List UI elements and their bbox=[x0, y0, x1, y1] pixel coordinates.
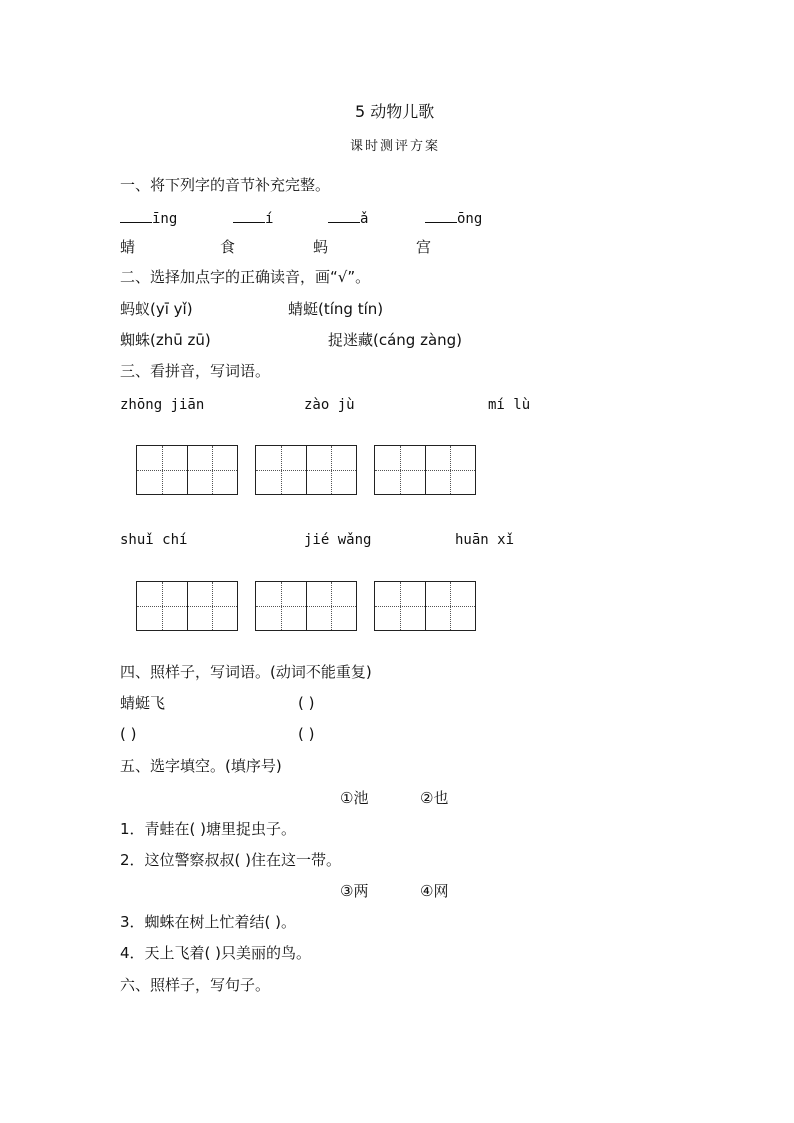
grid-cell[interactable] bbox=[375, 446, 426, 494]
char-3: 蚂 bbox=[313, 238, 329, 256]
grid-cell[interactable] bbox=[307, 582, 357, 630]
final-text: īng bbox=[152, 211, 178, 227]
writing-grid-6[interactable] bbox=[374, 581, 476, 631]
pinyin-1: zhōng jiān bbox=[120, 397, 205, 413]
section-5-heading: 五、选字填空。(填序号) bbox=[120, 757, 282, 775]
writing-grid-1[interactable] bbox=[136, 445, 238, 495]
grid-cell[interactable] bbox=[375, 582, 426, 630]
grid-cell[interactable] bbox=[188, 582, 238, 630]
answer-paren-2[interactable]: ( ) bbox=[120, 725, 137, 743]
grid-cell[interactable] bbox=[137, 582, 188, 630]
writing-grid-4[interactable] bbox=[136, 581, 238, 631]
option-2: ②也 bbox=[420, 789, 449, 807]
option-3: ③两 bbox=[340, 882, 369, 900]
blank-line bbox=[120, 210, 152, 223]
blank-line bbox=[233, 210, 265, 223]
writing-grid-2[interactable] bbox=[255, 445, 357, 495]
section-3-heading: 三、看拼音，写词语。 bbox=[120, 362, 271, 380]
pinyin-4: shuǐ chí bbox=[120, 532, 188, 548]
question-2: 2．这位警察叔叔( )住在这一带。 bbox=[120, 851, 342, 869]
grid-cell[interactable] bbox=[307, 446, 357, 494]
section-1-heading: 一、将下列字的音节补充完整。 bbox=[120, 176, 331, 194]
pinyin-2: zào jù bbox=[304, 397, 355, 413]
reading-item-2: 蜻蜓(tíng tín) bbox=[288, 300, 384, 318]
page-subtitle: 课时测评方案 bbox=[350, 139, 441, 154]
syllable-blank-2 bbox=[233, 210, 273, 226]
pinyin-5: jié wǎng bbox=[304, 532, 372, 548]
grid-cell[interactable] bbox=[256, 446, 307, 494]
section-6-heading: 六、照样子，写句子。 bbox=[120, 976, 271, 994]
char-4: 宫 bbox=[416, 238, 432, 256]
syllable-blank-1 bbox=[120, 210, 177, 226]
blank-line bbox=[328, 210, 360, 223]
grid-cell[interactable] bbox=[426, 446, 476, 494]
question-3: 3．蜘蛛在树上忙着结( )。 bbox=[120, 913, 297, 931]
blank-line bbox=[425, 210, 457, 223]
grid-cell[interactable] bbox=[256, 582, 307, 630]
grid-cell[interactable] bbox=[137, 446, 188, 494]
question-4: 4．天上飞着( )只美丽的鸟。 bbox=[120, 944, 312, 962]
page-title: 5 动物儿歌 bbox=[355, 102, 435, 121]
option-4: ④网 bbox=[420, 882, 449, 900]
reading-item-1: 蚂蚁(yī yǐ) bbox=[120, 300, 193, 318]
grid-cell[interactable] bbox=[426, 582, 476, 630]
option-1: ①池 bbox=[340, 789, 369, 807]
writing-grid-5[interactable] bbox=[255, 581, 357, 631]
answer-paren-1[interactable]: ( ) bbox=[298, 694, 315, 712]
final-text: ōng bbox=[457, 211, 483, 227]
final-text: í bbox=[265, 211, 274, 227]
syllable-blank-4 bbox=[425, 210, 482, 226]
syllable-blank-3 bbox=[328, 210, 368, 226]
writing-grid-3[interactable] bbox=[374, 445, 476, 495]
pinyin-6: huān xǐ bbox=[455, 532, 515, 548]
question-1: 1．青蛙在( )塘里捉虫子。 bbox=[120, 820, 297, 838]
pinyin-3: mí lù bbox=[488, 397, 531, 413]
example-word: 蜻蜓飞 bbox=[120, 694, 166, 712]
final-text: ǎ bbox=[360, 211, 369, 227]
char-1: 蜻 bbox=[120, 238, 136, 256]
reading-item-4: 捉迷藏(cáng zàng) bbox=[328, 331, 463, 349]
reading-item-3: 蜘蛛(zhū zū) bbox=[120, 331, 211, 349]
char-2: 食 bbox=[220, 238, 236, 256]
section-4-heading: 四、照样子，写词语。(动词不能重复) bbox=[120, 663, 372, 681]
answer-paren-3[interactable]: ( ) bbox=[298, 725, 315, 743]
grid-cell[interactable] bbox=[188, 446, 238, 494]
section-2-heading: 二、选择加点字的正确读音，画“√”。 bbox=[120, 268, 371, 286]
